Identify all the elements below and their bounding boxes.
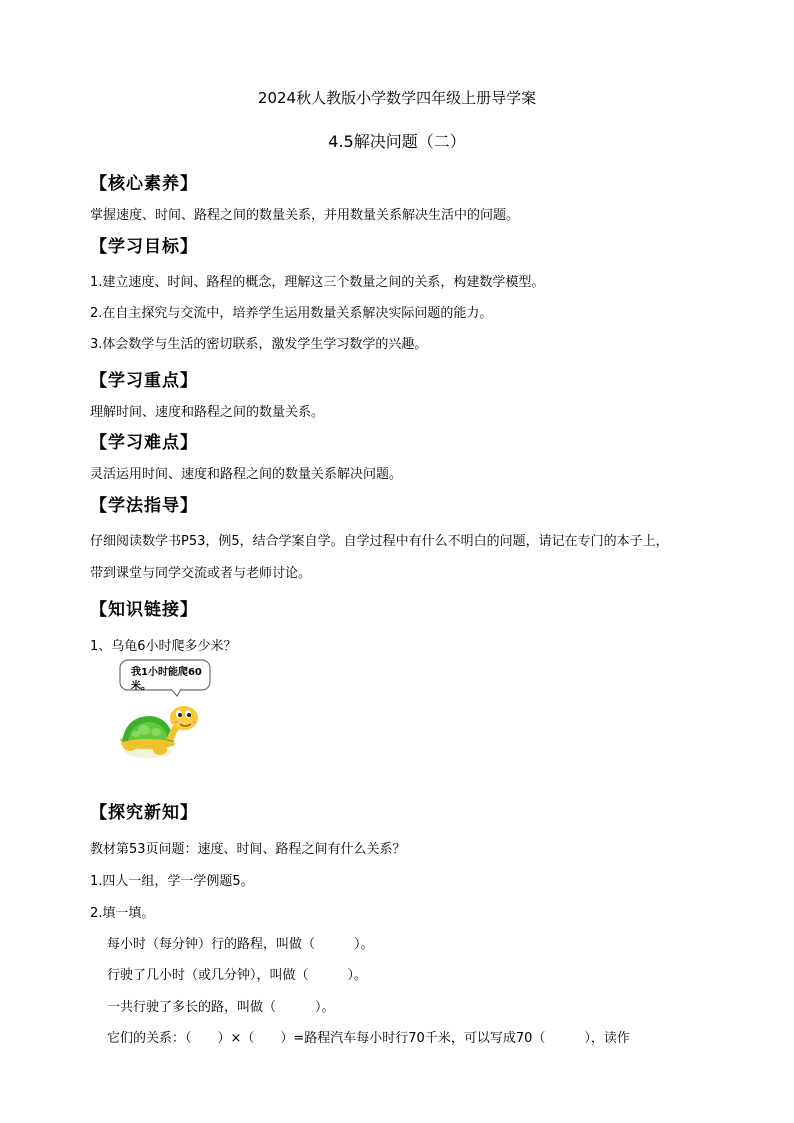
explore-line-3: 2.填一填。 bbox=[90, 906, 155, 921]
heading-method: 【学法指导】 bbox=[90, 496, 198, 516]
link-question: 1、乌龟6小时爬多少米？ bbox=[90, 639, 237, 654]
heading-explore: 【探究新知】 bbox=[90, 803, 198, 823]
goal-item-2: 2.在自主探究与交流中，培养学生运用数量关系解决实际问题的能力。 bbox=[90, 306, 493, 321]
fill-blank-distance: 一共行驶了多长的路，叫做（ ）。 bbox=[107, 1000, 335, 1015]
key-text: 理解时间、速度和路程之间的数量关系。 bbox=[90, 405, 325, 420]
explore-line-1: 教材第53页问题：速度、时间、路程之间有什么关系？ bbox=[90, 842, 406, 857]
fill-blank-relation: 它们的关系：（ ）×（ ）=路程汽车每小时行70千米，可以写成70（ ），读作 bbox=[107, 1031, 630, 1046]
fill-blank-time: 行驶了几小时（或几分钟），叫做（ ）。 bbox=[107, 968, 368, 983]
method-line-1: 仔细阅读数学书P53，例5，结合学案自学。自学过程中有什么不明白的问题，请记在专门的本子上， bbox=[90, 534, 669, 549]
goal-item-1: 1.建立速度、时间、路程的概念，理解这三个数量之间的关系，构建数学模型。 bbox=[90, 275, 545, 290]
document-title: 2024秋人教版小学数学四年级上册导学案 bbox=[257, 89, 537, 107]
heading-link: 【知识链接】 bbox=[90, 600, 198, 620]
heading-key: 【学习重点】 bbox=[90, 371, 198, 391]
explore-line-2: 1.四人一组，学一学例题5。 bbox=[90, 874, 254, 889]
heading-core: 【核心素养】 bbox=[90, 174, 198, 194]
difficult-text: 灵活运用时间、速度和路程之间的数量关系解决问题。 bbox=[90, 467, 403, 482]
turtle-icon bbox=[118, 700, 204, 762]
heading-goals: 【学习目标】 bbox=[90, 237, 198, 257]
method-line-2: 带到课堂与同学交流或者与老师讨论。 bbox=[90, 566, 312, 581]
core-text: 掌握速度、时间、路程之间的数量关系，并用数量关系解决生活中的问题。 bbox=[90, 208, 520, 223]
lesson-title: 4.5解决问题（二） bbox=[328, 132, 466, 151]
speech-bubble-text: 我1小时能爬60米。 bbox=[131, 667, 202, 692]
fill-blank-speed: 每小时（每分钟）行的路程，叫做（ ）。 bbox=[107, 937, 374, 952]
goal-item-3: 3.体会数学与生活的密切联系，激发学生学习数学的兴趣。 bbox=[90, 337, 428, 352]
heading-difficult: 【学习难点】 bbox=[90, 433, 198, 453]
